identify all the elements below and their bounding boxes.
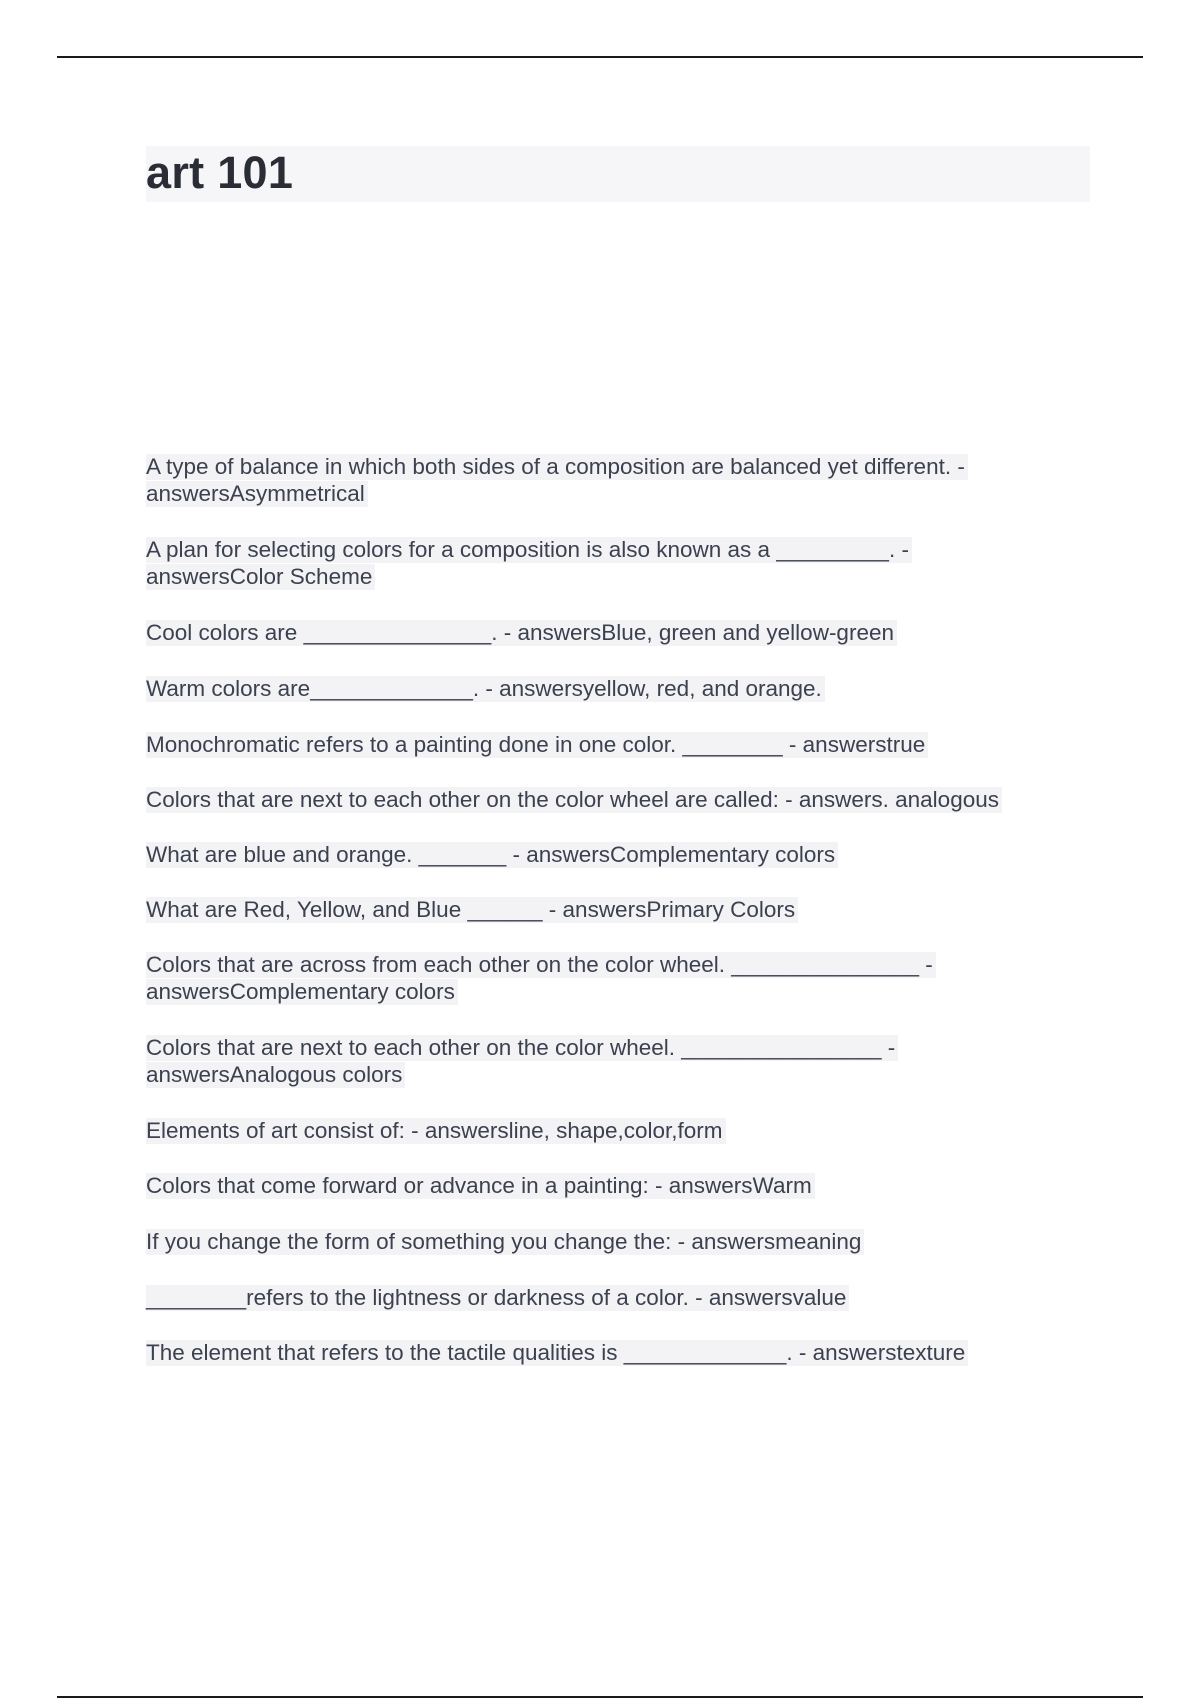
qa-item: [146, 453, 1036, 507]
qa-item-text: Warm colors are_____________. - answersyellow, red, and orange.: [146, 676, 825, 702]
qa-item-text: If you change the form of something you change the: - answersmeaning: [146, 1229, 864, 1255]
bottom-rule: [57, 1696, 1143, 1698]
qa-item: [146, 786, 1106, 813]
qa-item: [146, 1117, 1106, 1144]
qa-item: [146, 1339, 1106, 1366]
qa-list: [146, 453, 1106, 1366]
qa-item: [146, 619, 1106, 646]
qa-item-text: Elements of art consist of: - answersline, shape,color,form: [146, 1118, 726, 1144]
qa-item-text: Colors that are across from each other on the color wheel. _______________ - answersComplementary colors: [146, 952, 936, 1005]
qa-item-text: A plan for selecting colors for a composition is also known as a _________. - answersColor Scheme: [146, 537, 912, 590]
qa-item: [146, 1284, 1106, 1311]
page-title: art 101: [146, 147, 294, 198]
qa-item-text: Monochromatic refers to a painting done in one color. ________ - answerstrue: [146, 732, 928, 758]
qa-item-text: What are blue and orange. _______ - answersComplementary colors: [146, 842, 838, 868]
qa-item: [146, 536, 981, 590]
qa-item-text: Colors that are next to each other on the color wheel are called: - answers. analogous: [146, 787, 1002, 813]
qa-item: [146, 951, 996, 1005]
qa-item: [146, 1034, 996, 1088]
qa-item-text: A type of balance in which both sides of a composition are balanced yet different. - answersAsymmetrical: [146, 454, 968, 507]
qa-item-text: Cool colors are _______________. - answersBlue, green and yellow-green: [146, 620, 897, 646]
qa-item-text: The element that refers to the tactile qualities is _____________. - answerstexture: [146, 1340, 968, 1366]
qa-item-text: Colors that come forward or advance in a painting: - answersWarm: [146, 1173, 815, 1199]
qa-item: [146, 1228, 1106, 1255]
qa-item: [146, 675, 1106, 702]
qa-item: [146, 841, 1106, 868]
qa-item: [146, 896, 1106, 923]
qa-item-text: Colors that are next to each other on the color wheel. ________________ - answersAnalogous colors: [146, 1035, 898, 1088]
qa-item: [146, 731, 1106, 758]
qa-item: [146, 1172, 1106, 1199]
qa-item-text: What are Red, Yellow, and Blue ______ - answersPrimary Colors: [146, 897, 798, 923]
top-rule: [57, 56, 1143, 58]
qa-item-text: ________refers to the lightness or darkness of a color. - answersvalue: [146, 1285, 849, 1311]
